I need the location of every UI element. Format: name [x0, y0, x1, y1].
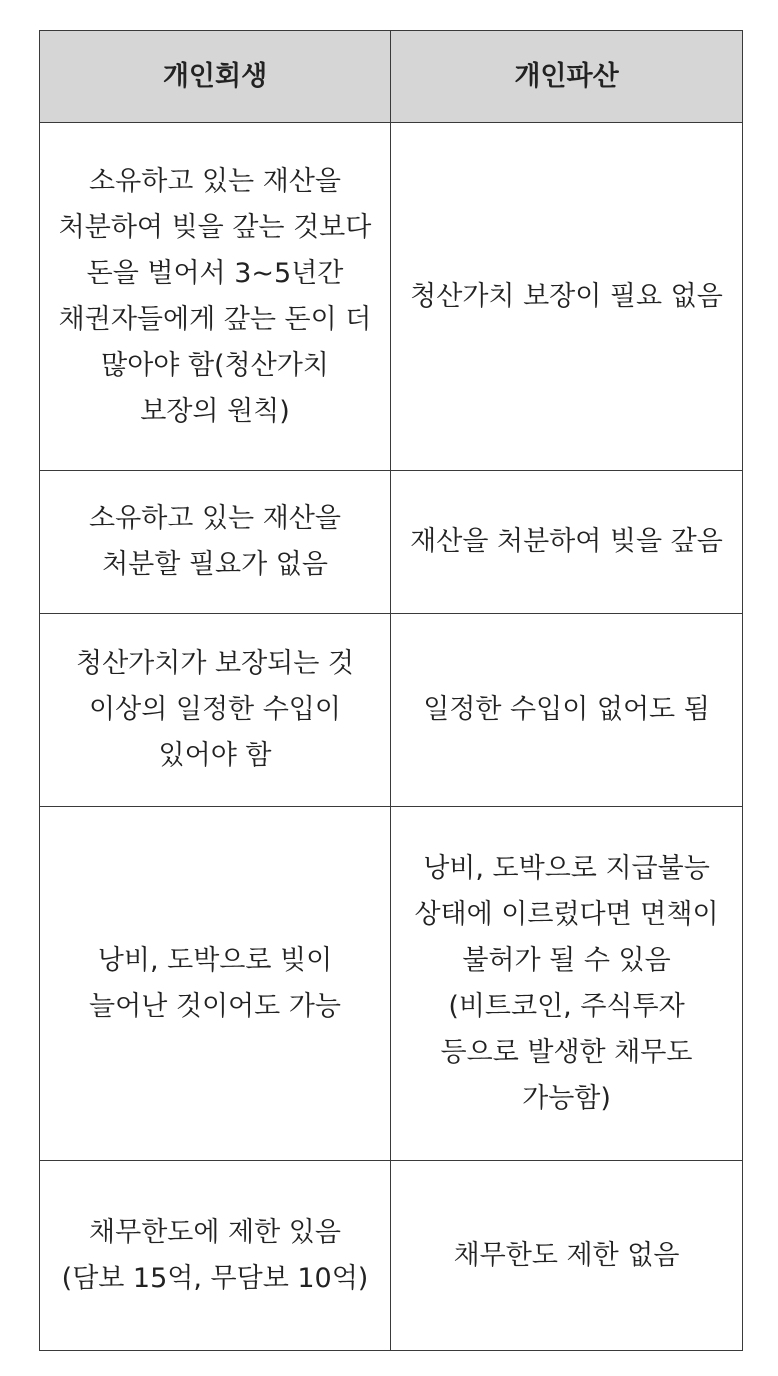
rehab-cell: 청산가치가 보장되는 것 이상의 일정한 수입이 있어야 함 — [40, 614, 391, 807]
rehab-cell: 채무한도에 제한 있음(담보 15억, 무담보 10억) — [40, 1161, 391, 1351]
table-row — [40, 123, 743, 471]
header-bankruptcy: 개인파산 — [391, 31, 743, 123]
bankruptcy-cell: 청산가치 보장이 필요 없음 — [391, 123, 743, 471]
table-row — [40, 807, 743, 1161]
table-header-row — [40, 31, 743, 123]
rehab-cell: 소유하고 있는 재산을 처분하여 빚을 갚는 것보다 돈을 벌어서 3~5년간 채권자들에게 갚는 돈이 더 많아야 함(청산가치 보장의 원칙) — [40, 123, 391, 471]
bankruptcy-cell: 낭비, 도박으로 지급불능 상태에 이르렀다면 면책이 불허가 될 수 있음(비트코인, 주식투자 등으로 발생한 채무도 가능함) — [391, 807, 743, 1161]
rehab-cell: 낭비, 도박으로 빚이 늘어난 것이어도 가능 — [40, 807, 391, 1161]
comparison-table — [39, 30, 743, 1351]
table-row — [40, 1161, 743, 1351]
rehab-cell: 소유하고 있는 재산을 처분할 필요가 없음 — [40, 471, 391, 614]
bankruptcy-cell: 채무한도 제한 없음 — [391, 1161, 743, 1351]
table-row — [40, 471, 743, 614]
bankruptcy-cell: 재산을 처분하여 빚을 갚음 — [391, 471, 743, 614]
bankruptcy-cell: 일정한 수입이 없어도 됨 — [391, 614, 743, 807]
header-rehabilitation: 개인회생 — [40, 31, 391, 123]
table-row — [40, 614, 743, 807]
comparison-table-container — [39, 30, 742, 1351]
